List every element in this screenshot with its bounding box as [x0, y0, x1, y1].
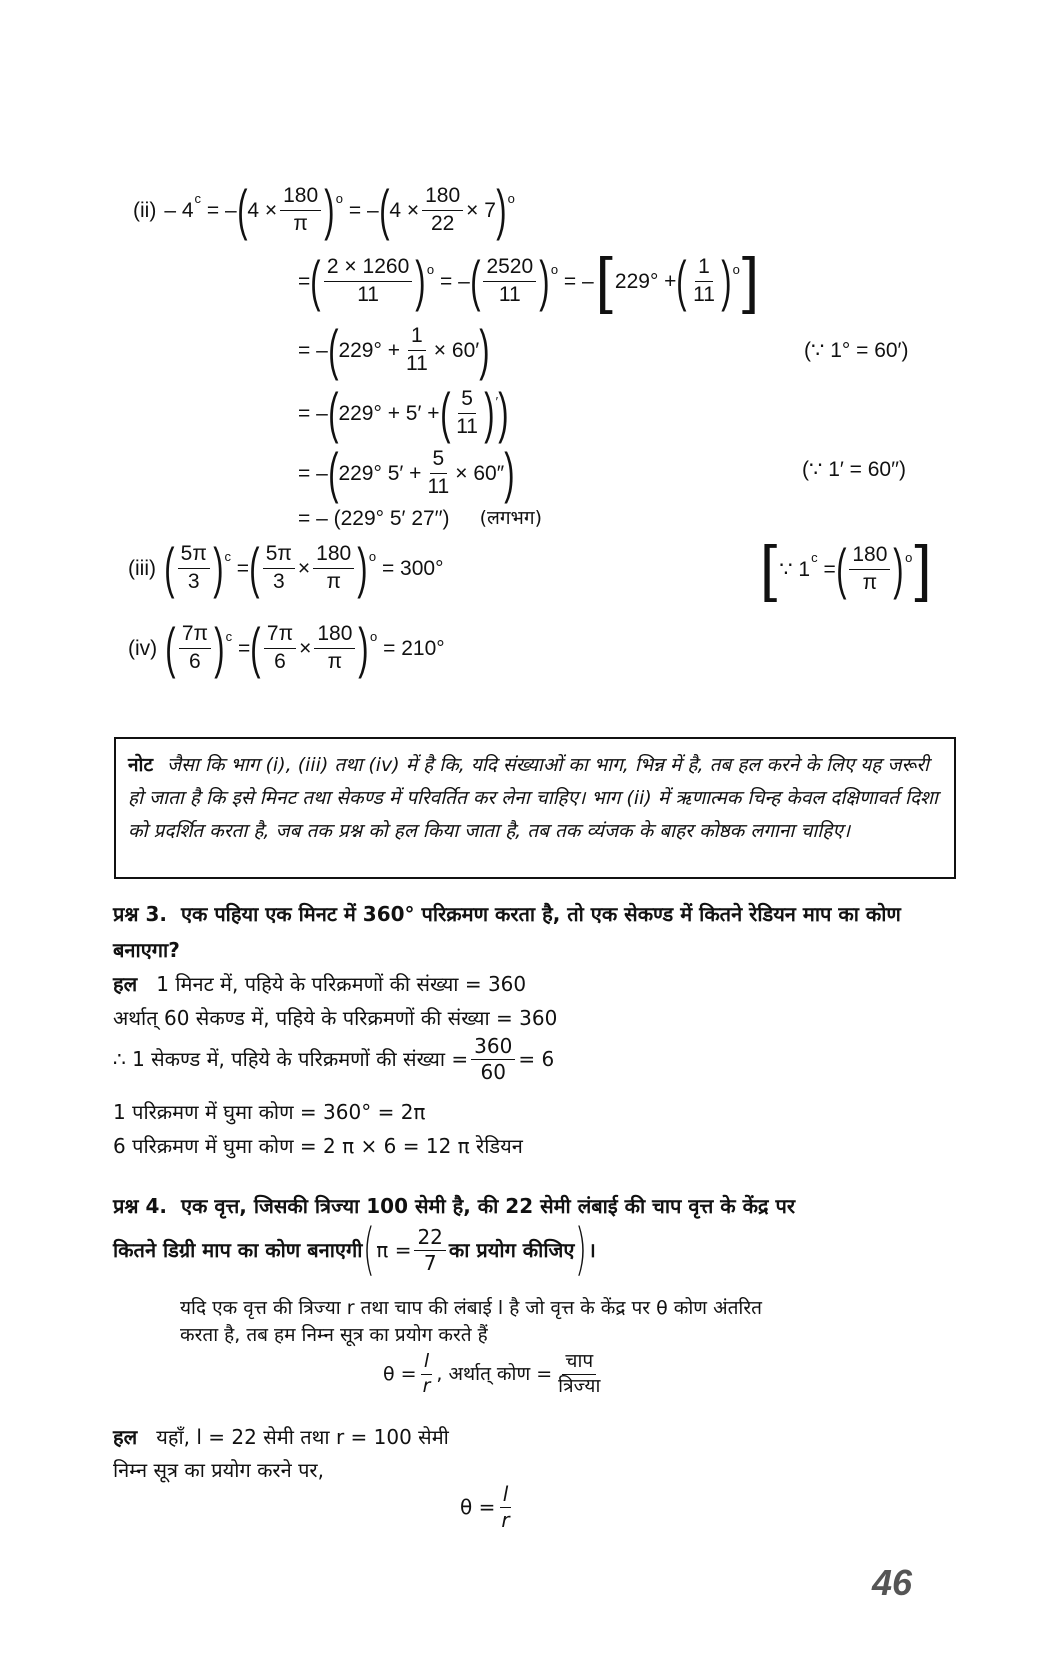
fraction: $\frac{180}{22}$	[422, 185, 463, 234]
expr-text: 4 ×	[247, 198, 278, 222]
q4-hint-line-2: करता है, तब हम निम्न सूत्र का प्रयोग करते हैं	[180, 1324, 488, 1346]
q4-hint-line-1: यदि एक वृत्त की त्रिज्या r तथा चाप की लंबाई l है जो वृत्त के केंद्र पर θ कोण अंतरित	[180, 1297, 762, 1319]
expr-text: 229° +	[614, 269, 677, 293]
fraction: $\frac{7\pi}{6}$	[179, 623, 211, 672]
expr-text: θ =	[383, 1362, 417, 1385]
solution-text: ∴ 1 सेकण्ड में, पहिये के परिक्रमणों की संख्या =	[113, 1047, 469, 1071]
reason-minute-second: (∵ 1′ = 60′′)	[802, 458, 906, 481]
fraction: $\frac{1}{11}$	[693, 255, 715, 306]
question-text: का प्रयोग कीजिए	[448, 1238, 575, 1262]
fraction: $\frac{7\pi}{6}$	[264, 623, 296, 672]
expr-text: × 60′	[433, 338, 480, 362]
reason-radian: [ ∵ 1 c = ( $\frac{180}{\pi}$ ) o ]	[760, 534, 932, 603]
q3-solution-line-1	[113, 968, 526, 1001]
radian-sup: c	[194, 190, 202, 206]
q4-solution-use: निम्न सूत्र का प्रयोग करने पर,	[113, 1458, 324, 1482]
part-ii-line-4: = – ( 229° + 5′ + ( $\frac{5}{11}$ ) ′ )	[298, 381, 509, 444]
reason-degree-minute: (∵ 1° = 60′)	[804, 339, 909, 362]
fraction: $\frac{1}{11}$	[405, 324, 428, 375]
part-label: (iv)	[128, 636, 158, 660]
question-3	[113, 896, 958, 968]
expr-text: 229° +	[338, 338, 400, 362]
lhs: – 4	[164, 198, 194, 222]
fraction: $\frac{5}{11}$	[456, 387, 478, 438]
fraction: $\frac{5\pi}{3}$	[263, 543, 295, 592]
expr-text: , अर्थात् कोण =	[436, 1362, 553, 1385]
note-box	[114, 737, 956, 879]
fraction: $\frac{2 \times 1260}{11}$	[324, 256, 412, 305]
solution-label: हल	[113, 1425, 138, 1449]
fraction: $\frac{l}{r}$	[501, 1482, 510, 1532]
part-label: (iii)	[128, 556, 156, 580]
q3-solution-line-4: 1 परिक्रमण में घुमा कोण = 360° = 2π	[113, 1100, 426, 1124]
question-text: एक पहिया एक मिनट में 360° परिक्रमण करता है, तो एक सेकण्ड में कितने रेडियन माप का कोण बनाएगा?	[113, 902, 901, 962]
expr-text: 229° 5′ +	[338, 461, 422, 485]
fraction: $\frac{22}{7}$	[414, 1227, 445, 1274]
approx-label: (लगभग)	[479, 507, 543, 529]
expr-text: ∵ 1	[779, 557, 811, 581]
open-paren: (	[236, 178, 248, 241]
result-text: = – (229° 5′ 27′′)	[298, 507, 450, 530]
question-4-line-1	[113, 1188, 958, 1224]
fraction: $\frac{l}{r}$	[422, 1350, 431, 1397]
solution-text: 1 मिनट में, पहिये के परिक्रमणों की संख्या = 360	[156, 972, 527, 996]
fraction: $\frac{\text{चाप}}{\text{त्रिज्या}}$	[558, 1350, 601, 1397]
solution-text: = 6	[518, 1047, 555, 1071]
q3-solution-line-5: 6 परिक्रमण में घुमा कोण = 2 π × 6 = 12 π रेडियन	[113, 1134, 523, 1158]
part-iv: (iv) ( $\frac{7\pi}{6}$ ) c = ( $\frac{7\pi}{6}$ × $\frac{180}{\pi}$ ) o = 210°	[128, 616, 445, 679]
note-label: नोट	[128, 754, 154, 776]
fraction: $\frac{180}{\pi}$	[313, 543, 354, 592]
part-iii: (iii) ( $\frac{5\pi}{3}$ ) c = ( $\frac{5\pi}{3}$ × $\frac{180}{\pi}$ ) o = 300°	[128, 536, 444, 599]
note-text: जैसा कि भाग (i), (iii) तथा (iv) में है कि, यदि संख्याओं का भाग, भिन्न में है, तब हल करने के लिए यह जरूरी हो जाता है कि इसे मिनट तथा सेकण्ड में परिवर्तित कर लेना चाहिए। भाग (ii) में ऋणात्मक चिन्ह केवल दक्षिणावर्त दिशा को प्रदर्शित करता है, जब तक प्रश्न को हल किया जाता है, तब तक व्यंजक के बाहर कोष्ठक लगाना चाहिए।	[128, 754, 938, 842]
expr-text: 229° + 5′ +	[338, 401, 440, 425]
result-text: = 210°	[383, 636, 445, 660]
fraction: $\frac{180}{\pi}$	[849, 544, 890, 593]
expr-text: θ =	[460, 1495, 496, 1519]
q3-solution-line-2: अर्थात् 60 सेकण्ड में, पहिये के परिक्रमणों की संख्या = 360	[113, 1006, 558, 1030]
expr-text: × 60″	[455, 461, 505, 485]
expr-text: 4 ×	[389, 198, 420, 222]
question-label: प्रश्न 4.	[113, 1194, 167, 1218]
fraction: $\frac{2520}{11}$	[483, 256, 536, 305]
q3-solution-line-3	[113, 1036, 554, 1083]
fraction: $\frac{5}{11}$	[427, 447, 450, 498]
result-text: = 300°	[381, 556, 444, 580]
page-number: 46	[872, 1562, 913, 1603]
question-text: कितने डिग्री माप का कोण बनाएगी	[113, 1238, 363, 1262]
fraction: $\frac{5\pi}{3}$	[178, 543, 210, 592]
solution-label: हल	[113, 972, 138, 996]
part-ii-line-3: = – ( 229° + $\frac{1}{11}$ × 60′ )	[298, 318, 490, 381]
open-paren: (	[378, 178, 390, 241]
part-label: (ii)	[133, 198, 157, 222]
question-4-line-2: कितने डिग्री माप का कोण बनाएगी ( π = $\frac{22}{7}$ का प्रयोग कीजिए ) ।	[113, 1217, 596, 1282]
part-ii-line-2: = ( $\frac{2 \times 1260}{11}$ ) o = – ( $\frac{2520}{11}$ ) o = – [ 229° + ( $\frac{1}{11}$ ) o ]	[298, 246, 760, 315]
part-ii-line-6	[298, 508, 542, 529]
question-label: प्रश्न 3.	[113, 902, 167, 926]
q4-formula	[383, 1352, 606, 1397]
close-paren: )	[324, 178, 335, 241]
fraction: $\frac{180}{\pi}$	[280, 185, 321, 234]
part-ii-line-5: = – ( 229° 5′ + $\frac{5}{11}$ × 60″ )	[298, 441, 515, 504]
close-paren: )	[496, 178, 507, 241]
question-text: एक वृत्त, जिसकी त्रिज्या 100 सेमी है, की 22 सेमी लंबाई की चाप वृत्त के केंद्र पर	[180, 1194, 796, 1218]
expr-text: π =	[376, 1238, 412, 1262]
part-ii-line-1: (ii) – 4 c = – ( 4 × $\frac{180}{\pi}$ ) o = – ( 4 × $\frac{180}{22}$ × 7 ) o	[133, 178, 515, 241]
fraction: $\frac{180}{\pi}$	[314, 623, 355, 672]
expr-text: × 7	[466, 198, 496, 222]
q4-final-formula	[460, 1484, 516, 1531]
q4-solution-given	[113, 1421, 449, 1454]
question-text: ।	[588, 1238, 596, 1262]
solution-text: यहाँ, l = 22 सेमी तथा r = 100 सेमी	[156, 1425, 449, 1449]
fraction: $\frac{360}{60}$	[471, 1036, 515, 1083]
